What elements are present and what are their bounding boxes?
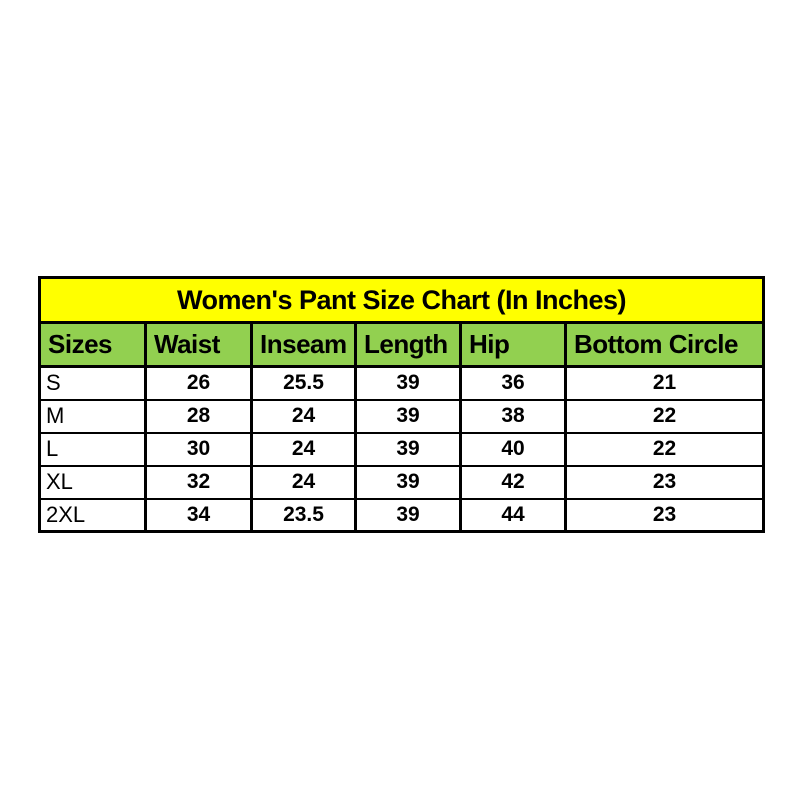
inseam-cell: 23.5 (252, 499, 356, 532)
size-cell: L (40, 433, 146, 466)
bottom-circle-cell: 22 (566, 433, 764, 466)
column-header-inseam: Inseam (252, 323, 356, 367)
table-row-s (40, 367, 764, 400)
length-cell: 39 (356, 499, 461, 532)
header-row (40, 323, 764, 367)
hip-cell: 36 (461, 367, 566, 400)
bottom-circle-cell: 22 (566, 400, 764, 433)
bottom-circle-cell: 23 (566, 499, 764, 532)
length-cell: 39 (356, 433, 461, 466)
table-row-xl (40, 466, 764, 499)
hip-cell: 44 (461, 499, 566, 532)
inseam-cell: 24 (252, 466, 356, 499)
inseam-cell: 25.5 (252, 367, 356, 400)
title-row (40, 278, 764, 323)
column-header-waist: Waist (146, 323, 252, 367)
bottom-circle-cell: 21 (566, 367, 764, 400)
size-cell: S (40, 367, 146, 400)
hip-cell: 42 (461, 466, 566, 499)
waist-cell: 30 (146, 433, 252, 466)
size-chart-table (38, 276, 765, 533)
size-cell: XL (40, 466, 146, 499)
hip-cell: 38 (461, 400, 566, 433)
waist-cell: 28 (146, 400, 252, 433)
size-cell: M (40, 400, 146, 433)
table-row-l (40, 433, 764, 466)
chart-title: Women's Pant Size Chart (In Inches) (40, 278, 764, 323)
column-header-length: Length (356, 323, 461, 367)
waist-cell: 26 (146, 367, 252, 400)
waist-cell: 32 (146, 466, 252, 499)
column-header-bottom-circle: Bottom Circle (566, 323, 764, 367)
size-cell: 2XL (40, 499, 146, 532)
length-cell: 39 (356, 367, 461, 400)
inseam-cell: 24 (252, 400, 356, 433)
length-cell: 39 (356, 466, 461, 499)
table-row-2xl (40, 499, 764, 532)
length-cell: 39 (356, 400, 461, 433)
bottom-circle-cell: 23 (566, 466, 764, 499)
table-row-m (40, 400, 764, 433)
hip-cell: 40 (461, 433, 566, 466)
column-header-sizes: Sizes (40, 323, 146, 367)
waist-cell: 34 (146, 499, 252, 532)
column-header-hip: Hip (461, 323, 566, 367)
inseam-cell: 24 (252, 433, 356, 466)
